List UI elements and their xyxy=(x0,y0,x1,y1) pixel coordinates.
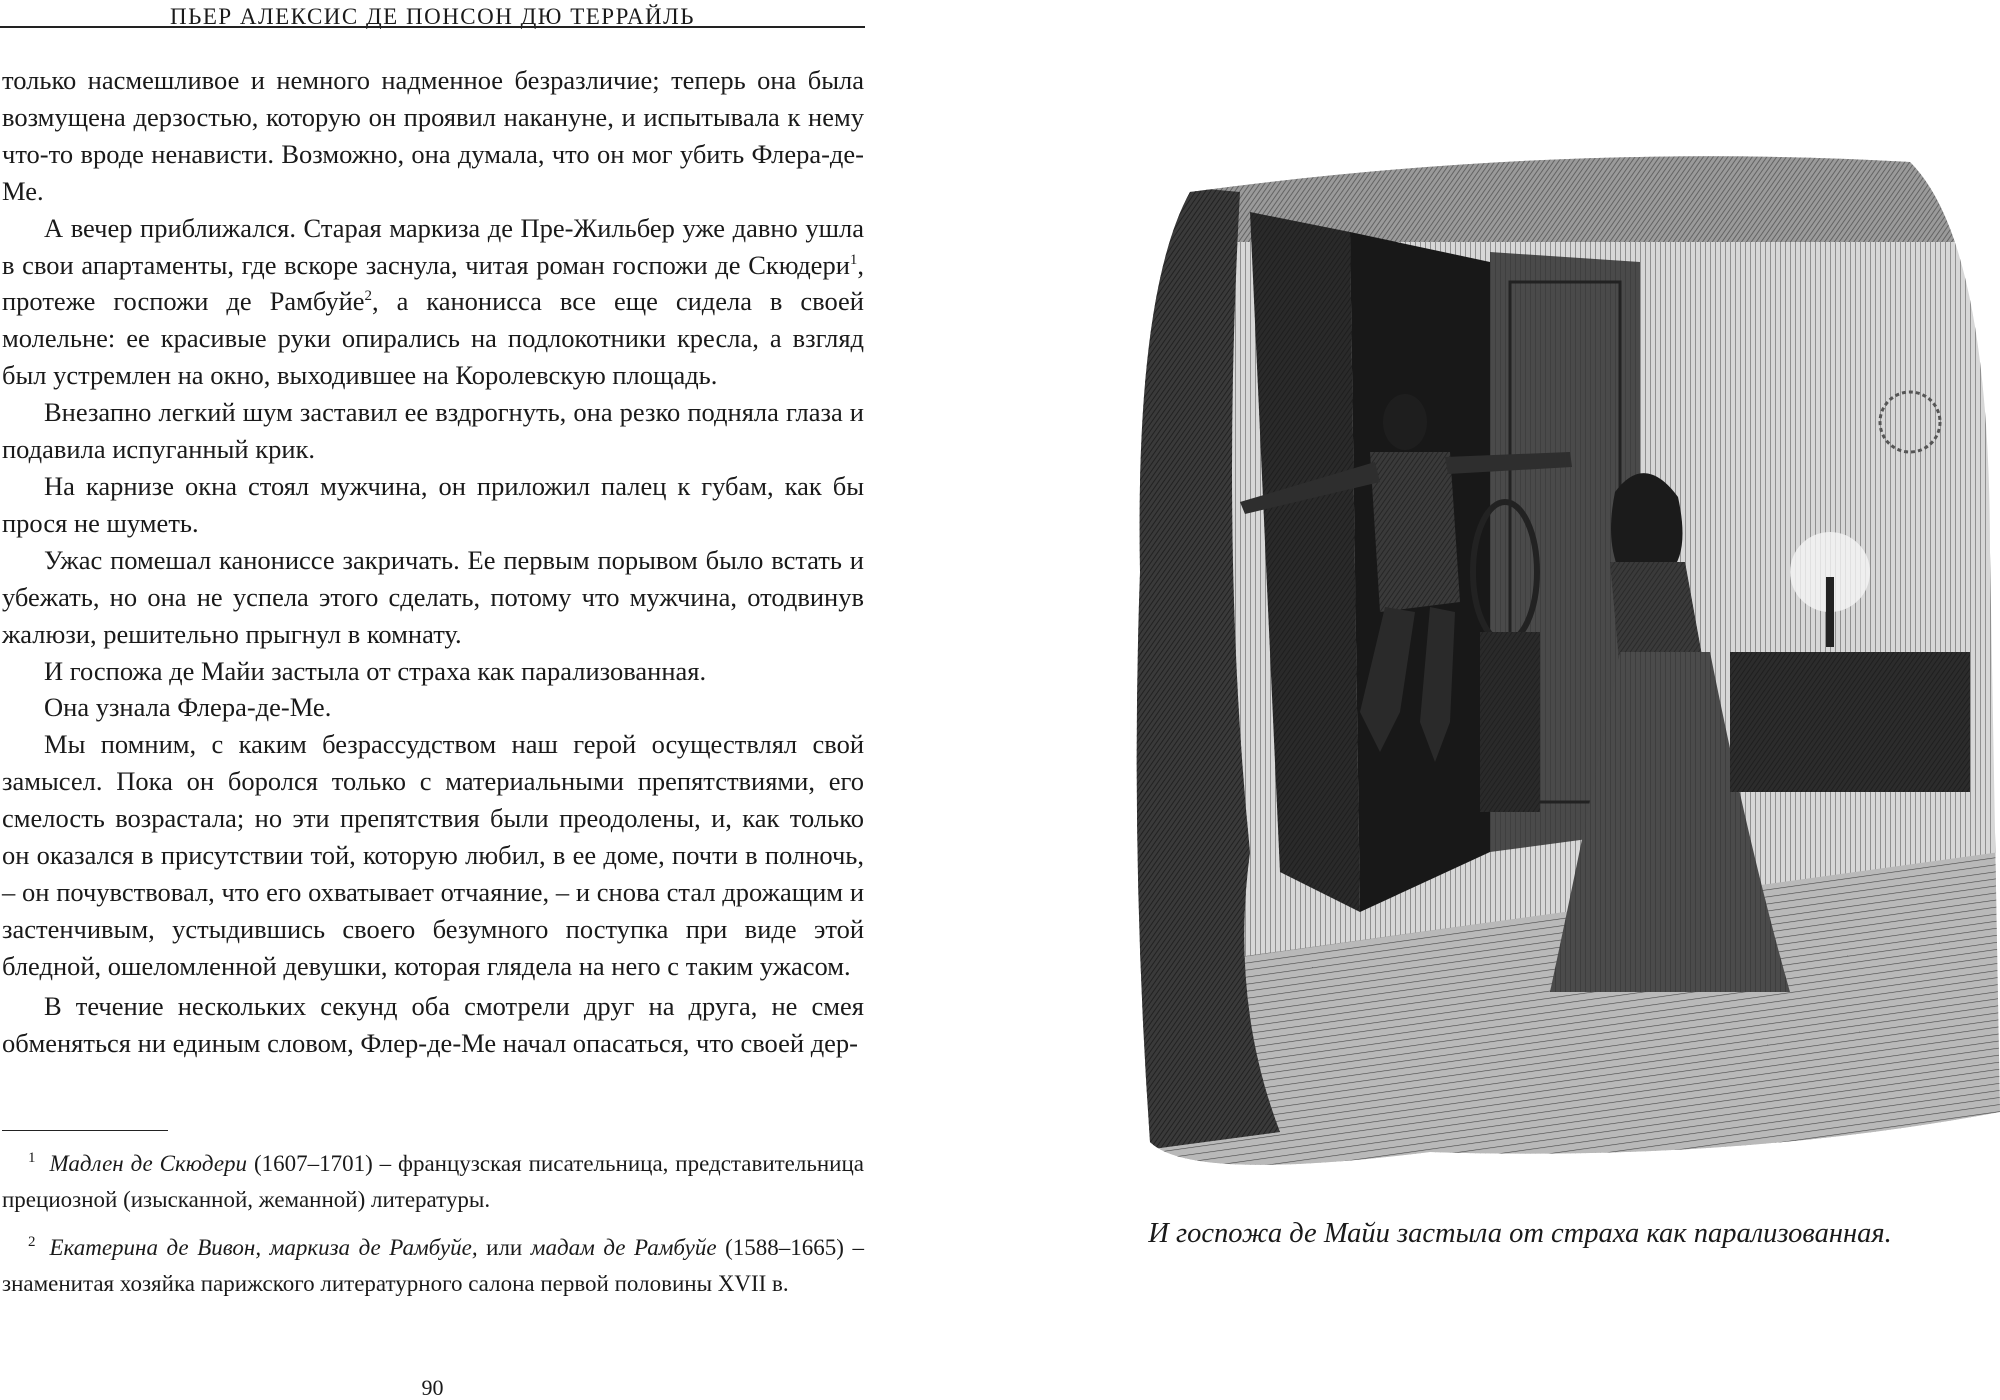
left-page xyxy=(0,0,870,1398)
running-head: ПЬЕР АЛЕКСИС ДЕ ПОНСОН ДЮ ТЕРРАЙЛЬ xyxy=(170,4,695,29)
paragraph: Внезапно легкий шум заставил ее вздрогнуть, она резко подняла глаза и подавила испуганный крик. xyxy=(2,397,864,465)
footnote-text: (1588–1665) – знаменитая хозяйка парижского литературного салона первой половины XVII в. xyxy=(2,1235,864,1296)
paragraph-text: , протеже госпожи де Рамбуйе xyxy=(2,249,864,317)
right-page xyxy=(1000,0,2000,1398)
paragraph: Ужас помешал канониссе закричать. Ее первым порывом было встать и убежать, но она не успела этого сделать, потому что мужчина, отодвинув жалюзи, решительно прыгнул в комнату. xyxy=(2,544,864,649)
paragraph: Мы помним, с каким безрассудством наш герой осуществлял свой замысел. Пока он боролся только с материальными препятствиями, его смелость возрастала; но эти препятствия были преодолены, и, как только он оказался в присутствии той, которую любил, в ее доме, почти в полночь, – он почувствовал, что его охватывает отчаяние, – и снова стал дрожащим и застенчивым, устыдившись своего безумного поступка при виде этой бледной, ошеломленной девушки, которая глядела на него с таким ужасом. xyxy=(2,729,864,981)
illustration-caption: И госпожа де Майи застыла от страха как парализованная. xyxy=(1148,1218,1892,1249)
page-number: 90 xyxy=(421,1375,444,1400)
paragraph: И госпожа де Майи застыла от страха как парализованная. xyxy=(44,655,707,686)
paragraph xyxy=(2,210,864,395)
footnote-italic: Мадлен де Скюдери xyxy=(49,1151,248,1176)
footnote xyxy=(2,1230,864,1302)
paragraph-text: , а канонисса все еще сидела в своей молельне: ее красивые руки опирались на подлокотники кресла, а взгляд был устремлен на окно, выходившее на Королевскую площадь. xyxy=(2,286,864,391)
footnote-italic: мадам де Рамбуйе xyxy=(530,1235,717,1260)
footnote-ref[interactable]: 2 xyxy=(364,288,373,305)
footnote-text: или xyxy=(477,1235,531,1260)
body-text xyxy=(2,62,864,1061)
paragraph: В течение нескольких секунд оба смотрели друг на друга, не смея обменяться ни единым словом, Флер-де-Ме начал опасаться, что своей дер- xyxy=(2,990,864,1058)
footnote-rule xyxy=(2,1130,168,1131)
paragraph-text: А вечер приближался. Старая маркиза де Пре-Жильбер уже давно ушла в свои апартаменты, где вскоре заснула, читая роман госпожи де Скюдери xyxy=(2,212,864,280)
engraving-illustration xyxy=(1130,152,2000,1192)
footnote xyxy=(2,1146,864,1218)
paragraph: только насмешливое и немного надменное безразличие; теперь она была возмущена дерзостью, которую он проявил накануне, и испытывала к нему что-то вроде ненависти. Возможно, она думала, что он мог убить Флера-де-Ме. xyxy=(2,65,864,206)
footnote-number: 1 xyxy=(28,1150,36,1167)
footnotes xyxy=(2,1146,864,1314)
header-rule xyxy=(0,26,865,28)
paragraph: На карнизе окна стоял мужчина, он приложил палец к губам, как бы прося не шуметь. xyxy=(2,470,864,538)
footnote-text: (1607–1701) – французская писательница, представительница прециозной (изысканной, жеманной) литературы. xyxy=(2,1151,864,1212)
footnote-ref[interactable]: 1 xyxy=(849,251,858,268)
footnote-italic: Екатерина де Вивон, маркиза де Рамбуйе, xyxy=(49,1235,478,1260)
paragraph: Она узнала Флера-де-Ме. xyxy=(44,692,332,723)
footnote-number: 2 xyxy=(28,1234,36,1251)
